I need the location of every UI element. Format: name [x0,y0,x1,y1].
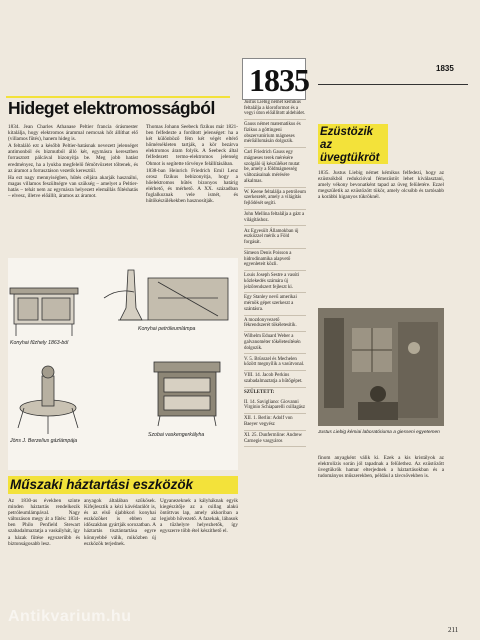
caption-lamp: Konyhai petróleumlámpa [138,326,196,332]
header-rule [318,84,468,85]
bottom-text-col1 [8,498,80,618]
left-text-col1 [8,124,138,254]
event-item: Justus Liebig német kémikus feltalálja a kloroformot és a vegyi úton előállított aldehidet. [244,100,306,120]
laboratory-engraving [318,308,444,426]
birth-item: XI. 25. Dunfermline: Andrew Carnegie vasgyáros [244,433,306,447]
running-head-year: 1835 [436,64,454,73]
right-paragraph: 1835. Justus Liebig német kémikus felfedezi, hogy az ezüstsókból redukcióval fémezüstöt lehet kiválasztani, amely vékony bevonatként tapad az üveg felületére. Ezzel megszületik az ezüstözött tükör, amely olcsóbb és tartósabb a korábbi higanyos tükröknél. [318,170,444,201]
births-label: SZÜLETETT: [244,389,275,395]
heater-illustration [10,288,78,336]
event-item: Louis Joseph Sestre a vasúti közlekedés számára új jelzőrendszert fejleszt ki. [244,273,306,293]
left-paragraph: 1834. Jean Charles Athanase Peltier francia órásmester kitalálja, hogy elektromos árammal nemcsak hőt állíthat elő (villamos fűtés), hanem hideg is. [8,124,138,143]
year-label: 1835 [249,62,309,98]
event-item: Egy Stanley nevű amerikai mérnök gépet szerkeszt a szántásra. [244,295,306,315]
center-events-column [244,100,306,620]
event-item: Az Egyesült Államokban új eszközzel mérik a Föld forgását. [244,229,306,249]
bottom-paragraph: Az 1830-as években szinte minden háztartás rendelkezik petróleumlámpával. Nagy változáson megy át a fűtés: 1834-ben Philo Penfield Stewart szabadalmaztatja a vaskályhát, így a házak fűtése egyszerűbb és biztonságosabb lesz. [8,498,80,547]
left-paragraph: Ha ezt nagy mennyiségben, hűtés céljára akarják használni, magas villamos feszültségre van szükség – amelyet a Peltier-hatás – tehát nem az egymásra helyezett elemállás fűtéshatás – elvesz, illetve előállít, áramos az áramot. [8,174,138,200]
right-text-bottom [318,455,444,625]
figures-panel [8,258,238,470]
watermark: Antikvarium.hu [8,608,132,625]
event-item: Carl Friedrich Gauss egy mágneses terek mérésére szolgáló új készüléket mutat be, amely a földmágnesség változásainak mérésére alkalmas. [244,150,306,187]
right-headline: Ezüstözik az üvegtükröt [320,126,380,164]
year-box [242,58,309,100]
left-headline: Hideget elektromosságból [8,98,215,118]
bottom-text-col2 [84,498,156,618]
event-item: VIII. 14. Jacob Perkins szabadalmaztatja a hűtőgépet. [244,373,306,387]
bottom-paragraph: anyagok általában szűkösek. Kifejlesztik a kézi kávédarálót is, és az első újabbkori konyhai eszközöket is ebben az időszakban gyártják sorozatban. A háztartás tisztántartása egyre könnyebbé válik, miközben új eszközök terjednek. [84,498,156,547]
left-paragraph: Thomas Johann Seebeck fizikus már 1821-ben felfedezte a fordított jelenséget: ha a két különböző fém két végét eltérő hőmérsékleten tartják, a kör bezárva elektromos áram folyik. A Seebeck által felfedezett termo-elektromos jelenség Ohmot is segítette törvénye felállításában. [146,124,238,167]
left-paragraph: 1838-ban Heinrich Friedrich Emil Lenz orosz fizikus bebizonyítja, hogy a hőelektromos hűtés bizonyos határig elérhető, és mérhető. A XX. században foglalkoznak vele ismét, és hűtőkészülékekben hasznosítják. [146,167,238,205]
laboratory-illustration [318,308,444,426]
stove-illustration [154,362,220,426]
event-item: Gauss német matematikus és fizikus a göttingeni obszervatórium mágneses mérőállomásán dolgozik. [244,122,306,148]
bottom-text-col3 [160,498,238,618]
right-text-top [318,170,444,300]
caption-stove: Szobai vaskengerkályha [148,432,205,438]
event-item: V. 5. Brüsszel és Mechelen között megnyílik a vasútvonal. [244,357,306,371]
burner-illustration [18,366,78,434]
caption-burner: Jöns J. Berzelius gázlámpája [10,438,78,444]
bottom-paragraph: Ugyanezeknek a kályháknak egyik kiegészítője az a csillag alakú öntöttvas lap, amely akkoriban a legjobb hővezető. A fazekak, lábasok a tűzhelyre helyezhetők, így egyszerre több étel készíthető el. [160,498,238,535]
event-item: A mozdonyvezető fékrendszerét tökéletesítik. [244,318,306,332]
caption-heater: Konyhai fűzhely 1863-ból [10,340,69,346]
lamp-illustration [104,270,228,320]
lab-caption: Justus Liebig kémiai laboratóriuma a giesseni egyetemen [318,430,440,435]
event-item: Wilhelm Eduard Weber a galvanométer tökéletesítésén dolgozik. [244,334,306,354]
page-number: 211 [448,626,459,634]
right-paragraph: finom anyagként válik ki. Ezek a kis kristályok az elektrolízis során jól tapadnak a felülethez. Az ezüstözött üvegtükrök hamar elterjednek a háztartásokban és a tudományos műszerekben, például a távcsövekben is. [318,455,444,480]
left-paragraph: A feltaláló ezt a később Peltier-hatásnak nevezett jelenséget antimonból és bizmutból álló két, egymásra keresztben forrasztott pálcával bizonyítja be. Meg jobb hatást eredményez, ha a lyukba megfelelő fémötvözetet töltenek, és az áramot a forrasztáson vezetik keresztül. [8,143,138,174]
bottom-headline: Műszaki háztartási eszközök [10,477,194,492]
event-item: John Mellina feltalálja a gázt a világításhoz. [244,212,306,226]
birth-item: XII. 1. Berlin: Adolf von Baeyer vegyész [244,416,306,430]
event-item: W. Keene feltalálja a petróleum szerkezetét, amely a világítás fejlődését segíti. [244,190,306,210]
left-text-col2 [146,124,238,254]
birth-item: II. 14. Savigliano: Giovanni Virginio Schiaparelli csillagász [244,400,306,414]
event-item: Simeon Denis Poisson a hidrodinamika alapvető egyenleteit közli. [244,251,306,271]
